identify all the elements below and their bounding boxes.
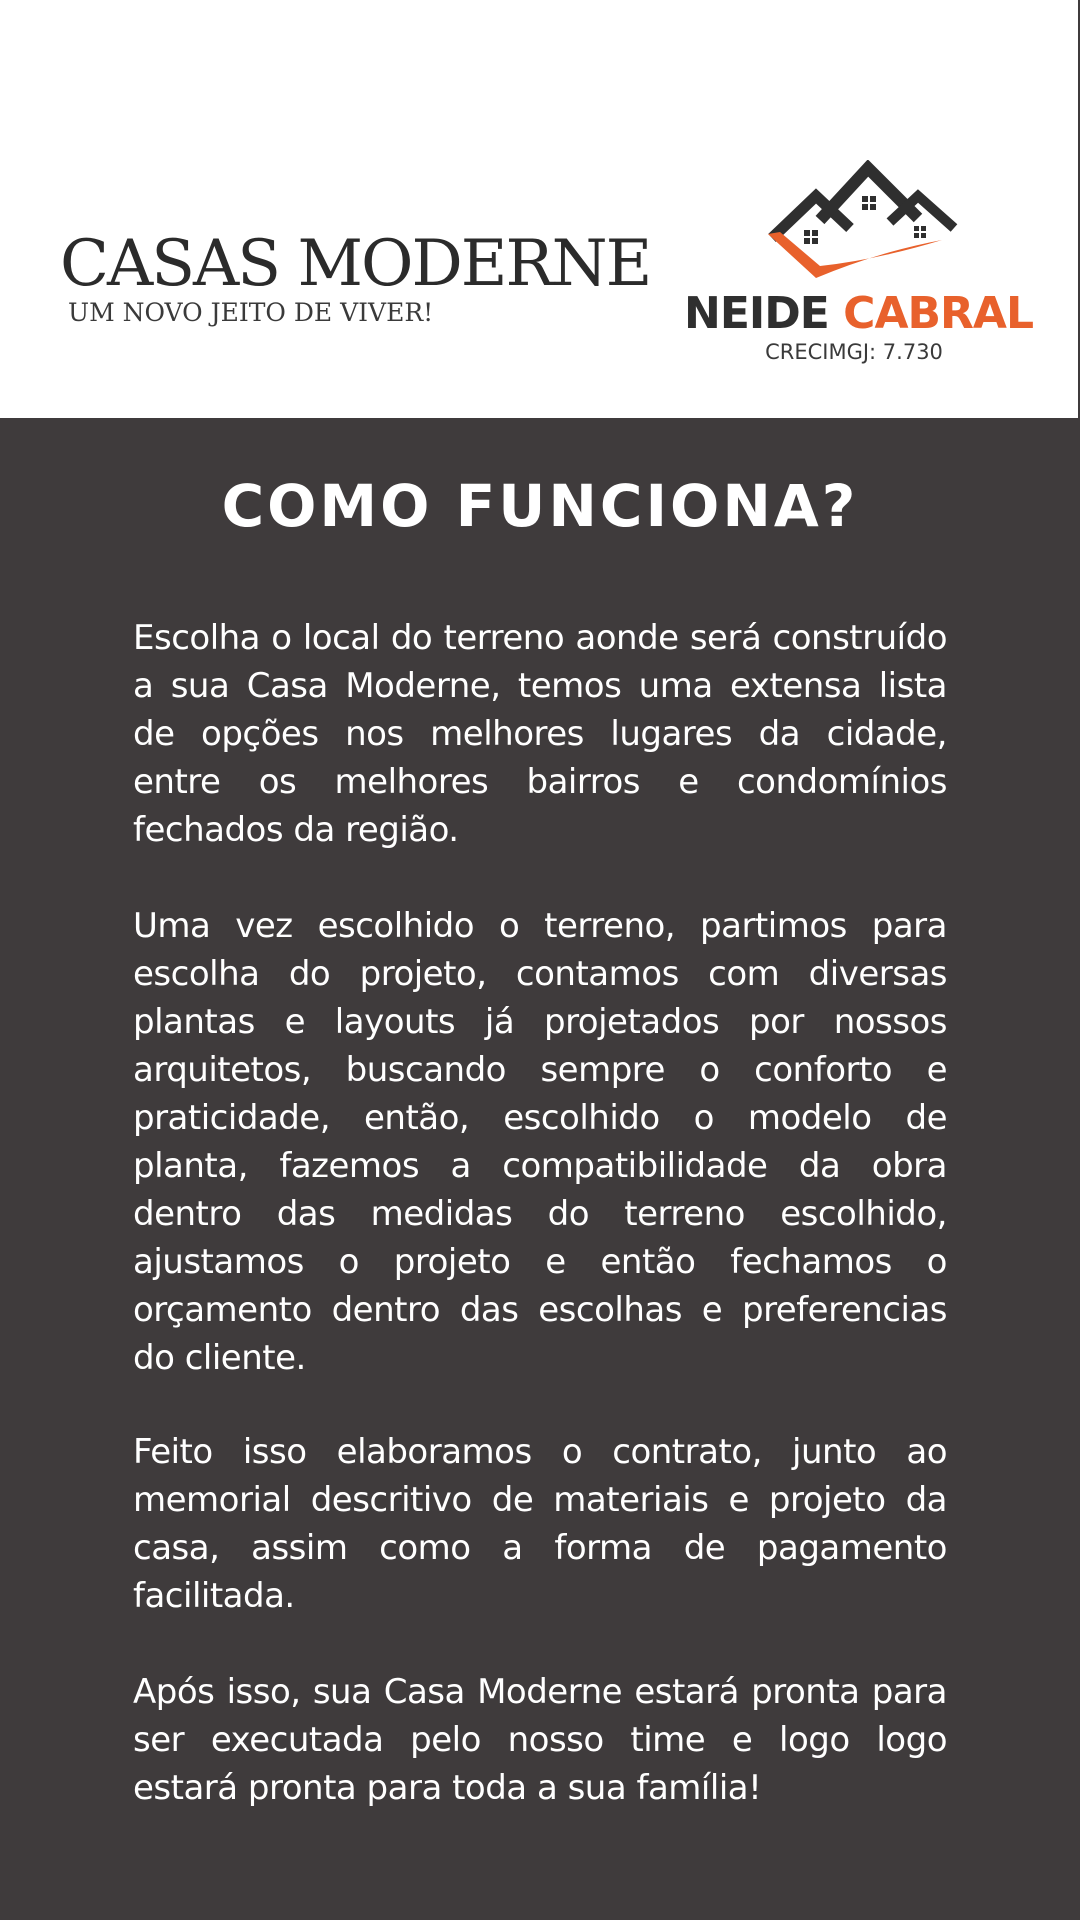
paragraph-location: Escolha o local do terreno aonde será construído a sua Casa Moderne, temos uma extensa lista de opções nos melhores lugares da cidade, entre os melhores bairros e condomínios fechados da região. [133, 618, 947, 850]
paragraph-project: Uma vez escolhido o terreno, partimos para escolha do projeto, contamos com diversas plantas e layouts já projetados por nossos arquitetos, buscando sempre o conforto e praticidade, então, escolhido o modelo de planta, fazemos a compatibilidade da obra dentro das medidas do terreno escolhido, ajustamos o projeto e então fechamos o orçamento dentro das escolhas e preferencias do cliente. [133, 906, 947, 1378]
header [0, 0, 1080, 418]
paragraph-contract: Feito isso elaboramos o contrato, junto ao memorial descritivo de materiais e projeto da casa, assim como a forma de pagamento facilitada. [133, 1432, 947, 1616]
neide-cabral-logo [684, 160, 1034, 370]
casas-moderne-title: CASAS MODERNE [60, 227, 651, 301]
paragraph-execution: Após isso, sua Casa Moderne estará pronta para ser executada pelo nosso time e logo logo estará pronta para toda a sua família! [133, 1672, 947, 1808]
casas-moderne-tagline: UM NOVO JEITO DE VIVER! [68, 298, 434, 327]
neide-first-name: NEIDE [684, 288, 829, 339]
neide-last-name: CABRAL [843, 288, 1034, 339]
creci-number: CRECIMGJ: 7.730 [765, 340, 943, 364]
casas-moderne-logo [60, 227, 651, 327]
neide-cabral-name [684, 288, 1034, 339]
page-title: COMO FUNCIONA? [221, 472, 859, 540]
houses-roof-icon [758, 160, 958, 290]
